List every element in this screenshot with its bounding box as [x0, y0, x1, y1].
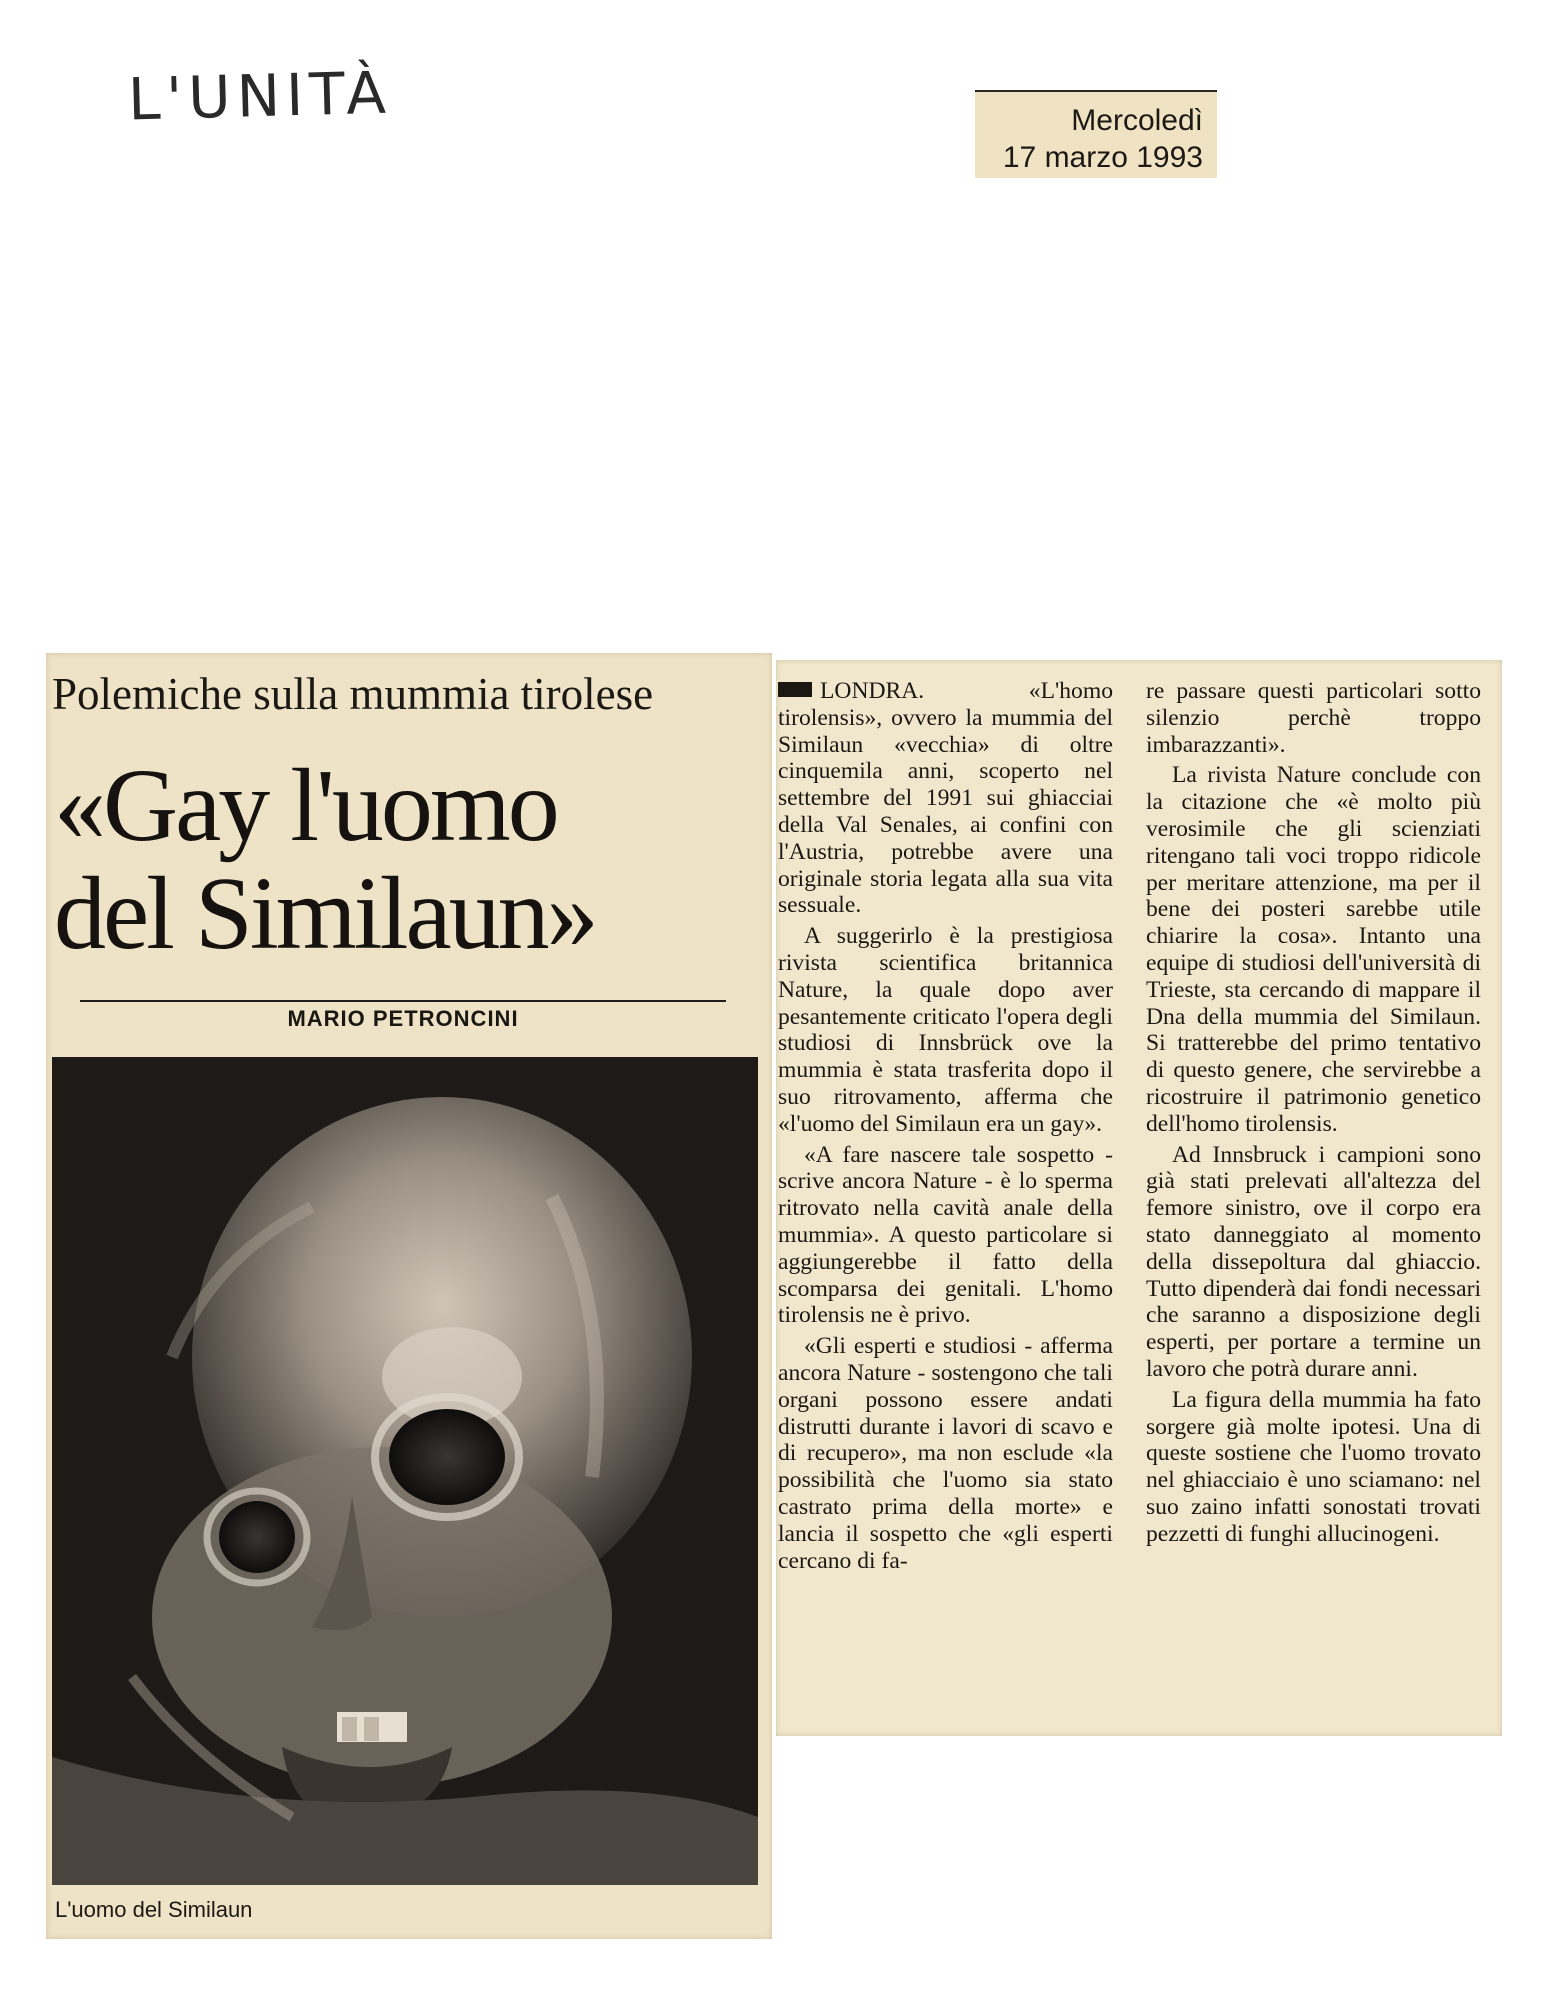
mummy-photo-illustration [52, 1057, 758, 1885]
date-weekday: Mercoledì [1071, 104, 1203, 137]
paragraph [778, 678, 1113, 919]
dateline: LONDRA. [820, 678, 925, 704]
paragraph: «A fare nascere tale sospetto - scrive ancora Nature - è lo sperma ritrovato nella cavità anale della mummia». A questo particolare si aggiungerebbe il fatto della scomparsa dei genitali. L'homo tirolensis ne è privo. [778, 1141, 1113, 1329]
dateline-square-icon [778, 682, 812, 697]
mummy-photo [52, 1057, 758, 1885]
headline-line-1: «Gay l'uomo [54, 748, 557, 863]
article-kicker: Polemiche sulla mummia tirolese [52, 669, 654, 719]
date-clipping [975, 90, 1217, 178]
paragraph: re passare questi particolari sotto silenzio perchè troppo imbarazzanti». [1146, 678, 1481, 758]
headline-divider [80, 1000, 726, 1002]
article-byline: MARIO PETRONCINI [287, 1006, 519, 1031]
paragraph-text: «L'homo tirolensis», ovvero la mummia del Similaun «vecchia» di oltre cinquemila anni, scoperto nel settembre del 1991 sui ghiacciai della Val Senales, ai confini con l'Austria, potrebbe avere una originale storia legata alla sua vita sessuale. [778, 678, 1113, 919]
paragraph: La rivista Nature conclude con la citazione che «è molto più verosimile che gli scienziati ritengano tali voci troppo ridicole per meritare attenzione, ma per il bene dei posteri sarebbe utile chiarire la cosa». Intanto una equipe di studiosi dell'università di Trieste, sta cercando di mappare il Dna della mummia del Similaun. Si tratterebbe del primo tentativo di questo genere, che servirebbe a ricostruire il patrimonio genetico dell'homo tirolensis. [1146, 762, 1481, 1137]
paragraph: «Gli esperti e studiosi - afferma ancora Nature - sostengono che tali organi possono essere andati distrutti durante i lavori di scavo e di recupero», ma non esclude «la possibilità che l'uomo sia stato castrato prima della morte» e lancia il sospetto che «gli esperti cercano di fa- [778, 1333, 1113, 1574]
paragraph: A suggerirlo è la prestigiosa rivista scientifica britannica Nature, la quale dopo aver pesantemente criticato l'opera degli studiosi di Innsbrück ove la mummia è stata trasferita dopo il suo ritrovamento, afferma che «l'uomo del Similaun era un gay». [778, 923, 1113, 1137]
handwritten-source-note: L'UNITÀ [127, 58, 393, 134]
article-column-1 [778, 678, 1113, 1574]
photo-caption: L'uomo del Similaun [55, 1897, 253, 1922]
paragraph: Ad Innsbruck i campioni sono già stati prelevati all'altezza del femore sinistro, ove il corpo era stato danneggiato al momento della dissepoltura dal ghiaccio. Tutto dipenderà dai fondi necessari che saranno a disposizione degli esperti, per portare a termine un lavoro che potrà durare anni. [1146, 1141, 1481, 1382]
article-headline [54, 748, 596, 971]
headline-line-2: del Similaun» [54, 856, 596, 971]
paragraph: La figura della mummia ha fato sorgere già molte ipotesi. Una di queste sostiene che l'uomo trovato nel ghiacciaio è uno sciamano: nel suo zaino infatti sonostati trovati pezzetti di funghi allucinogeni. [1146, 1386, 1481, 1547]
date-full: 17 marzo 1993 [1002, 141, 1203, 174]
article-column-2 [1146, 678, 1481, 1548]
